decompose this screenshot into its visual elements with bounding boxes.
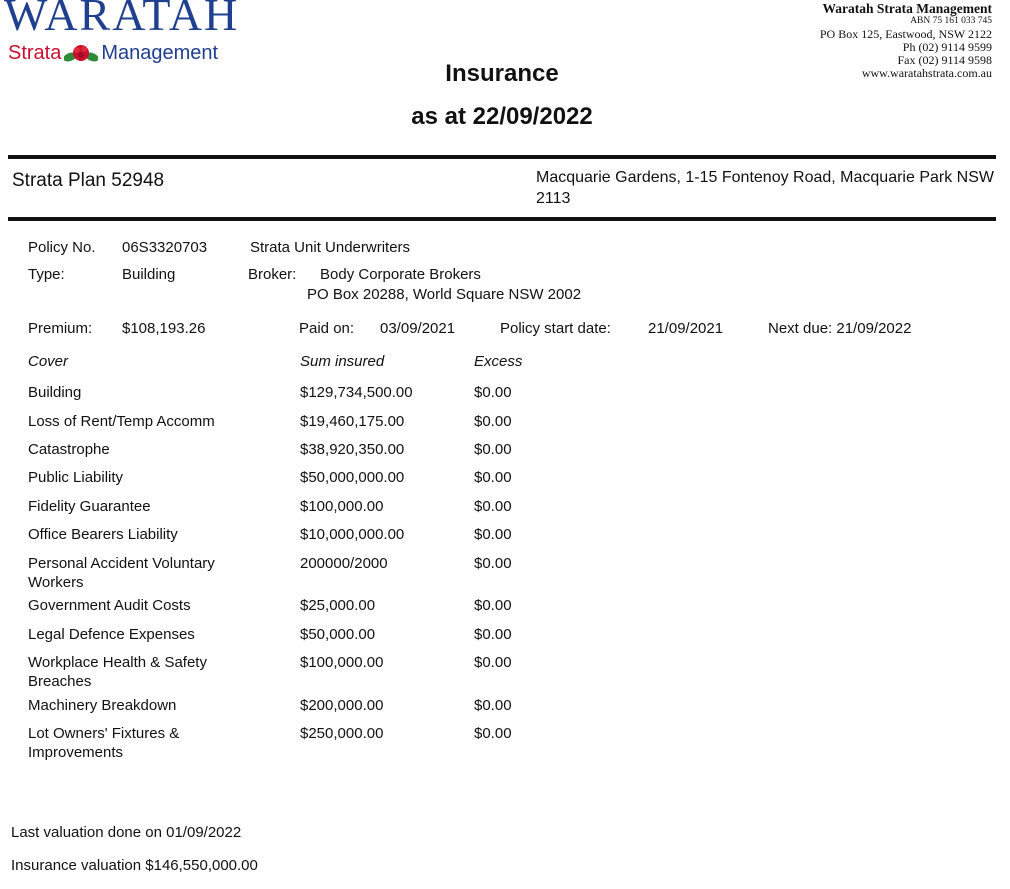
company-address: PO Box 125, Eastwood, NSW 2122 [819,27,992,41]
logo-strata-text: Strata [8,42,62,64]
excess-header: Excess [474,353,523,370]
broker-address: PO Box 20288, World Square NSW 2002 [307,286,582,303]
next-due: Next due: 21/09/2022 [768,320,912,337]
property-address: Macquarie Gardens, 1-15 Fontenoy Road, Macquarie Park NSW 2113 [536,169,994,207]
table-row-excess: $0.00 [474,498,512,515]
logo-wordmark: WARATAH [4,0,240,40]
logo-management-text: Management [101,42,219,64]
table-row-excess: $0.00 [474,555,512,572]
table-row-cover: Legal Defence Expenses [28,626,195,643]
underwriter: Strata Unit Underwriters [250,239,411,256]
table-row-cover: Public Liability [28,469,124,486]
company-website: www.waratahstrata.com.au [861,66,992,80]
table-row-sum: $10,000,000.00 [300,526,405,543]
table-row-cover: Office Bearers Liability [28,526,178,543]
table-row-excess: $0.00 [474,654,512,671]
company-abn: ABN 75 161 033 745 [910,16,992,26]
table-row-excess: $0.00 [474,384,512,401]
table-row-sum: $50,000.00 [300,626,376,643]
table-row-cover: Catastrophe [28,441,110,458]
table-row-cover: Fidelity Guarantee [28,498,151,515]
table-row-sum: $50,000,000.00 [300,469,405,486]
document-date: as at 22/09/2022 [411,103,593,130]
table-row-cover: Building [28,384,82,401]
company-name: Waratah Strata Management [822,1,992,16]
table-row-sum: 200000/2000 [300,555,388,572]
table-row-excess: $0.00 [474,597,512,614]
table-row-sum: $100,000.00 [300,498,384,515]
top-divider [8,155,996,159]
broker-label: Broker: [248,266,297,283]
start-date: 21/09/2021 [648,320,724,337]
bottom-divider [8,217,996,221]
premium-amount: $108,193.26 [122,320,206,337]
paid-on-date: 03/09/2021 [380,320,456,337]
table-row-sum: $25,000.00 [300,597,376,614]
table-row-excess: $0.00 [474,441,512,458]
table-row-excess: $0.00 [474,697,512,714]
table-row-sum: $19,460,175.00 [300,413,405,430]
company-phone: Ph (02) 9114 9599 [902,40,992,54]
table-row-excess: $0.00 [474,725,512,742]
table-row-cover: Government Audit Costs [28,597,191,614]
insurance-valuation: Insurance valuation $146,550,000.00 [11,857,258,874]
table-row-sum: $250,000.00 [300,725,384,742]
table-row-sum: $38,920,350.00 [300,441,405,458]
table-row-cover: Lot Owners' Fixtures & Improvements [28,725,180,761]
table-row-cover: Personal Accident Voluntary Workers [28,555,215,591]
table-row-excess: $0.00 [474,413,512,430]
table-row-excess: $0.00 [474,526,512,543]
type-label: Type: [28,266,65,283]
policy-no-label: Policy No. [28,239,96,256]
policy-number: 06S3320703 [122,239,208,256]
sum-insured-header: Sum insured [300,353,385,370]
cover-header: Cover [28,353,69,370]
table-row-sum: $200,000.00 [300,697,384,714]
broker-name: Body Corporate Brokers [320,266,481,283]
premium-label: Premium: [28,320,93,337]
policy-type: Building [122,266,176,283]
table-row-excess: $0.00 [474,626,512,643]
table-row-cover: Workplace Health & Safety Breaches [28,654,207,690]
table-row-cover: Loss of Rent/Temp Accomm [28,413,215,430]
last-valuation: Last valuation done on 01/09/2022 [11,824,242,841]
paid-on-label: Paid on: [299,320,355,337]
company-fax: Fax (02) 9114 9598 [897,53,992,67]
start-date-label: Policy start date: [500,320,611,337]
document-title: Insurance [445,60,559,87]
table-row-excess: $0.00 [474,469,512,486]
table-row-cover: Machinery Breakdown [28,697,177,714]
strata-plan-name: Strata Plan 52948 [12,170,165,191]
table-row-sum: $100,000.00 [300,654,384,671]
table-row-sum: $129,734,500.00 [300,384,413,401]
